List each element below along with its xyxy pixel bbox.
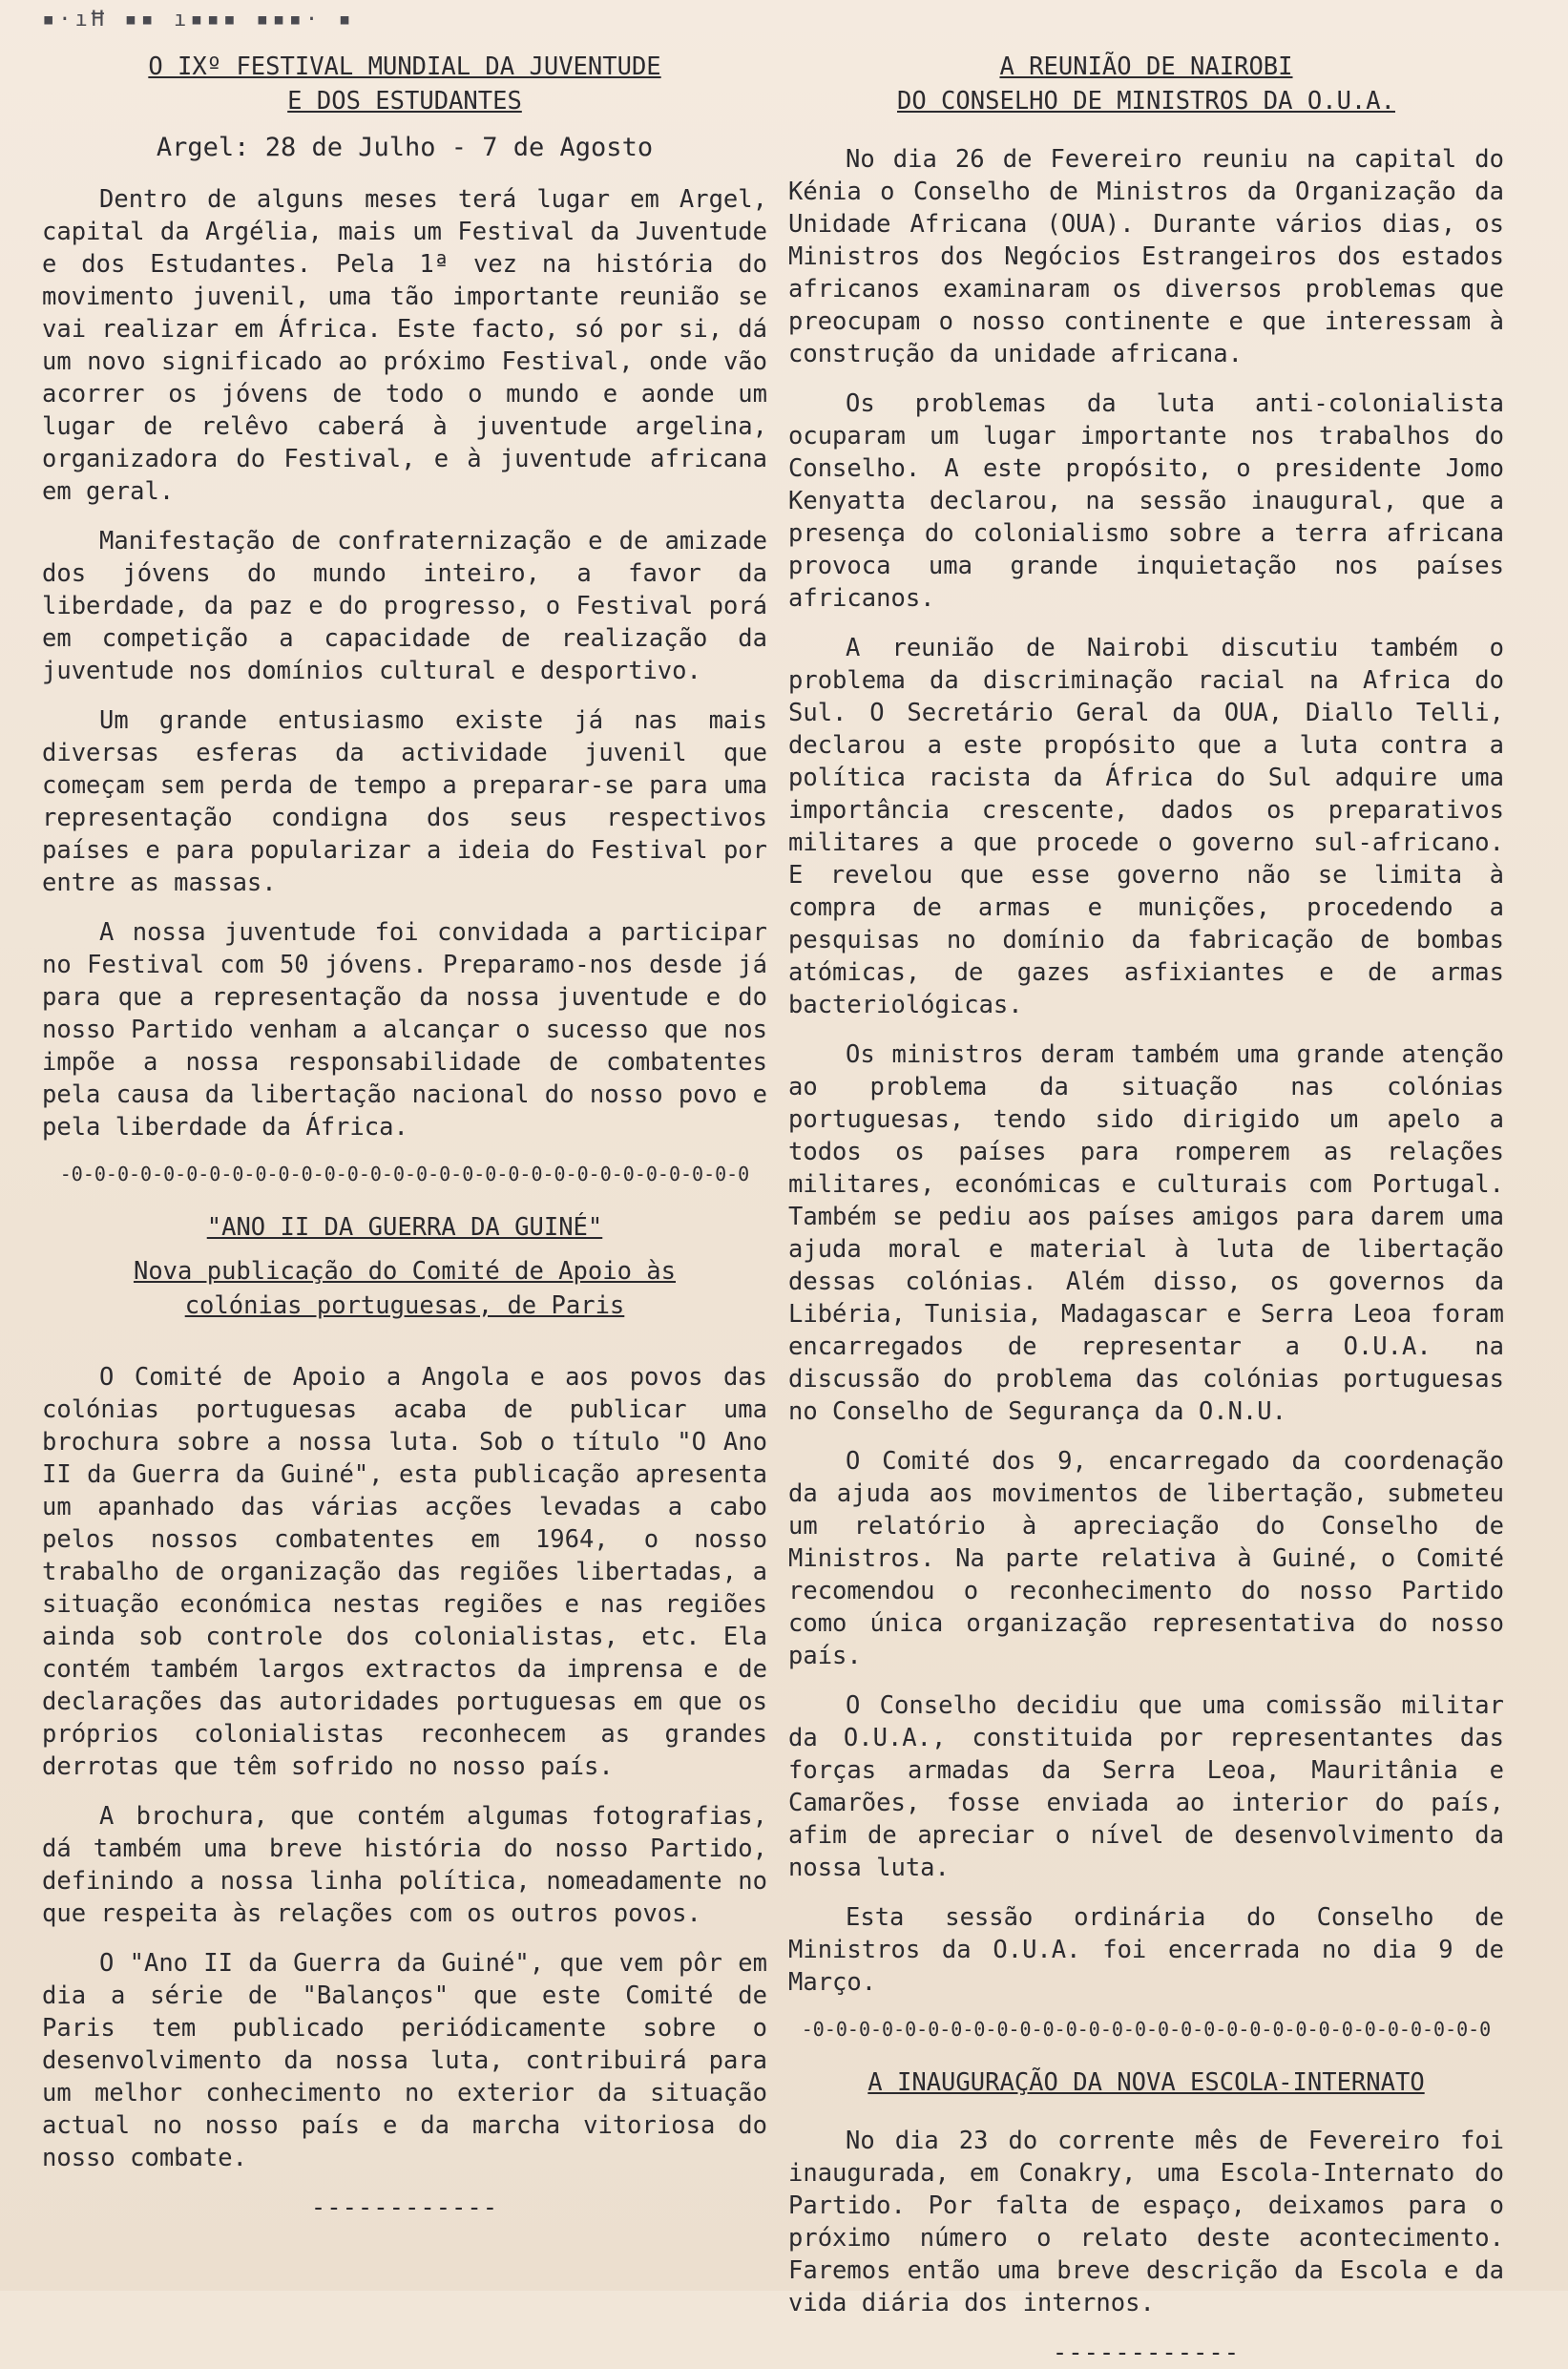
ano-ii-title: "ANO II DA GUERRA DA GUINÉ" — [206, 1213, 603, 1242]
festival-title-line2: E DOS ESTUDANTES — [287, 87, 522, 115]
ano-ii-subtitle-line1: Nova publicação do Comité de Apoio às — [133, 1257, 677, 1286]
article-ano-ii — [42, 1210, 767, 2224]
section-separator: -0-0-0-0-0-0-0-0-0-0-0-0-0-0-0-0-0-0-0-0-0-0-0-0-0-0-0-0-0-0 — [59, 1163, 750, 1185]
nairobi-title-line2: DO CONSELHO DE MINISTROS DA O.U.A. — [897, 87, 1395, 115]
nairobi-paragraph-5: O Comité dos 9, encarregado da coordenação da ajuda aos movimentos de libertação, submeteu um relatório à apreciação do Conselho de Ministros. Na parte relativa à Guiné, o Comité recomendou o reconhecimento do nosso Partido como única organização representativa do nosso país. — [788, 1447, 1504, 1670]
festival-paragraph-2: Manifestação de confraternização e de amizade dos jóvens do mundo inteiro, a favor da liberdade, da paz e do progresso, o Festival porá em competição a capacidade de realização da juventude nos domínios cultural e desportivo. — [42, 527, 767, 685]
nairobi-paragraph-7: Esta sessão ordinária do Conselho de Ministros da O.U.A. foi encerrada no dia 9 de Março. — [788, 1903, 1504, 1997]
article-nairobi — [788, 50, 1504, 2043]
ano-ii-paragraph-1: O Comité de Apoio a Angola e aos povos das colónias portuguesas acaba de publicar uma brochura sobre a nossa luta. Sob o título "O Ano II da Guerra da Guiné", esta publicação apresenta um apanhado das várias acções levadas a cabo pelos nossos combatentes em 1964, o nosso trabalho de organização das regiões libertadas, a situação económica nestas regiões e nas regiões ainda sob controle dos colonialistas, etc. Ela contém também largos extractos da imprensa e de declarações das autoridades portuguesas em que os próprios colonialistas reconhecem as grandes derrotas que têm sofrido no nosso país. — [42, 1363, 767, 1781]
festival-dateline: Argel: 28 de Julho - 7 de Agosto — [156, 133, 654, 162]
festival-paragraph-3: Um grande entusiasmo existe já nas mais diversas esferas da actividade juvenil que começam sem perda de tempo a preparar-se para uma representação condigna dos seus respectivos países e para popularizar a ideia do Festival por entre as massas. — [42, 706, 767, 897]
article-escola — [788, 2065, 1504, 2369]
festival-paragraph-1: Dentro de alguns meses terá lugar em Argel, capital da Argélia, mais um Festival da Juventude e dos Estudantes. Pela 1ª vez na história do movimento juvenil, uma tão importante reunião se vai realizar em África. Este facto, só por si, dá um novo significado ao próximo Festival, onde vão acorrer os jóvens de todo o mundo e aonde um lugar de relêvo caberá à juventude argelina, organizadora do Festival, e à juventude africana em geral. — [42, 185, 767, 506]
festival-title-line1: O IXº FESTIVAL MUNDIAL DA JUVENTUDE — [148, 52, 661, 81]
escola-paragraph-1: No dia 23 do corrente mês de Fevereiro foi inaugurada, em Conakry, uma Escola-Internato do Partido. Por falta de espaço, deixamos para o próximo número o relato deste acontecimento. Faremos então uma breve descrição da Escola e da vida diária dos internos. — [788, 2127, 1504, 2317]
article-festival — [42, 50, 767, 1187]
nairobi-paragraph-1: No dia 26 de Fevereiro reuniu na capital do Kénia o Conselho de Ministros da Organização da Unidade Africana (OUA). Durante vários dias, os Ministros dos Negócios Estrangeiros dos estados africanos examinaram os diversos problemas que preocupam o nosso continente e que interessam à construção da unidade africana. — [788, 145, 1504, 368]
section-separator: -0-0-0-0-0-0-0-0-0-0-0-0-0-0-0-0-0-0-0-0-0-0-0-0-0-0-0-0-0-0 — [801, 2018, 1492, 2041]
end-rule: ------------ — [1052, 2338, 1241, 2367]
festival-paragraph-4: A nossa juventude foi convidada a participar no Festival com 50 jóvens. Preparamo-nos desde já para que a representação da nossa juventude e do nosso Partido venham a alcançar o sucesso que nos impõe a nossa responsabilidade de combatentes pela causa da libertação nacional do nosso povo e pela liberdade da África. — [42, 918, 767, 1142]
ano-ii-subtitle-line2: colónias portuguesas, de Paris — [184, 1291, 625, 1320]
escola-title: A INAUGURAÇÃO DA NOVA ESCOLA-INTERNATO — [868, 2068, 1425, 2097]
end-rule: ------------ — [310, 2193, 499, 2222]
nairobi-paragraph-4: Os ministros deram também uma grande atenção ao problema da situação nas colónias portuguesas, tendo sido dirigido um apelo a todos os países para romperem as relações militares, económicas e culturais com Portugal. Também se pediu aos países amigos para darem uma ajuda moral e material à luta de libertação dessas colónias. Além disso, os governos da Libéria, Tunisia, Madagascar e Serra Leoa foram encarregados de representar a O.U.A. na discussão do problema das colónias portuguesas no Conselho de Segurança da O.N.U. — [788, 1040, 1504, 1426]
right-column — [788, 50, 1504, 2369]
header-strip: ▪·ıĦ ▪▪ ı▪▪▪ ▪▪▪· ▪ — [42, 8, 355, 31]
ano-ii-paragraph-2: A brochura, que contém algumas fotografias, dá também uma breve história do nosso Partido, definindo a nossa linha política, nomeadamente no que respeita às relações com os outros povos. — [42, 1802, 767, 1928]
nairobi-title-line1: A REUNIÃO DE NAIROBI — [999, 52, 1293, 81]
nairobi-paragraph-3: A reunião de Nairobi discutiu também o problema da discriminação racial na Africa do Sul. O Secretário Geral da OUA, Diallo Telli, declarou a este propósito que a luta contra a política racista da África do Sul adquire uma importância crescente, dados os preparativos militares a que procede o governo sul-africano. E revelou que esse governo não se limita à compra de armas e munições, procedendo a pesquisas no domínio da fabricação de bombas atómicas, de gazes asfixiantes e de armas bacteriológicas. — [788, 634, 1504, 1019]
nairobi-paragraph-2: Os problemas da luta anti-colonialista ocuparam um lugar importante nos trabalhos do Conselho. A este propósito, o presidente Jomo Kenyatta declarou, na sessão inaugural, que a presença do colonialismo sobre a terra africana provoca uma grande inquietação nos países africanos. — [788, 389, 1504, 613]
ano-ii-paragraph-3: O "Ano II da Guerra da Guiné", que vem pôr em dia a série de "Balanços" que este Comité de Paris tem publicado periódicamente sobre o desenvolvimento da nossa luta, contribuirá para um melhor conhecimento no exterior da situação actual no nosso país e da marcha vitoriosa do nosso combate. — [42, 1949, 767, 2172]
nairobi-paragraph-6: O Conselho decidiu que uma comissão militar da O.U.A., constituida por representantes das forças armadas da Serra Leoa, Mauritânia e Camarões, fosse enviada ao interior do país, afim de apreciar o nível de desenvolvimento da nossa luta. — [788, 1691, 1504, 1882]
left-column — [42, 50, 767, 2224]
